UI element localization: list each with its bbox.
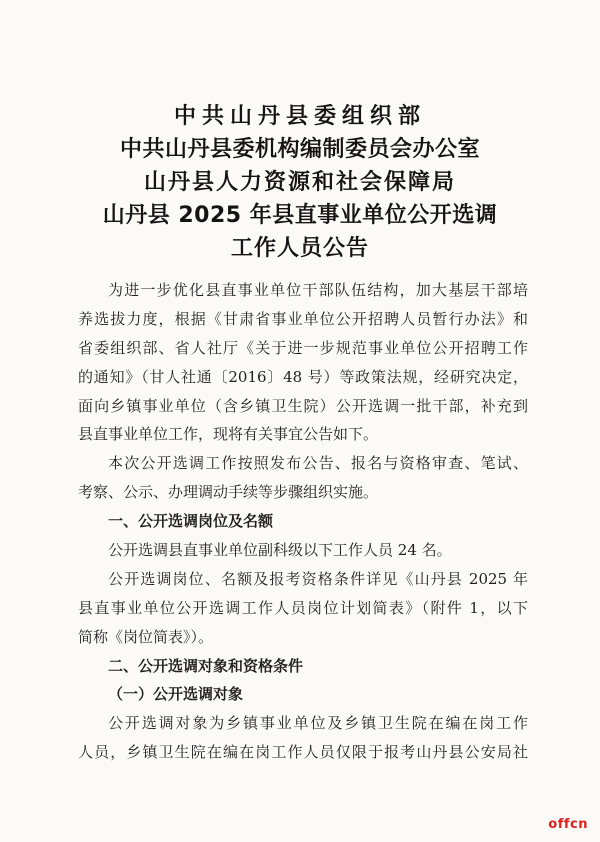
- paragraph-line: 的通知》（甘人社通〔2016〕48 号）等政策法规，经研究决定，: [78, 367, 528, 386]
- paragraph-line: 简称《岗位简表》）。: [78, 627, 214, 646]
- paragraph-line: 本次公开选调工作按照发布公告、报名与资格审查、笔试、: [108, 454, 528, 473]
- paragraph-line: 公开选调对象为乡镇事业单位及乡镇卫生院在编在岗工作: [108, 714, 528, 733]
- paragraph-line: 面向乡镇事业单位（含乡镇卫生院）公开选调一批干部，补充到: [78, 396, 528, 415]
- subsection-heading-1: （一）公开选调对象: [108, 685, 244, 704]
- title-line-5: 工作人员公告: [230, 236, 369, 261]
- paragraph-line: 公开选调县直事业单位副科级以下工作人员 24 名。: [108, 541, 452, 560]
- paragraph-line: 省委组织部、省人社厅《关于进一步规范事业单位公开招聘工作: [78, 338, 528, 357]
- paragraph-line: 公开选调岗位、名额及报考资格条件详见《山丹县 2025 年: [108, 569, 528, 588]
- paragraph-line: 县直事业单位工作，现将有关事宜公告如下。: [78, 425, 379, 444]
- paragraph-line: 养选拔力度，根据《甘肃省事业单位公开招聘人员暂行办法》和: [78, 309, 528, 328]
- announcement-title: [0, 100, 600, 265]
- title-line-4: 山丹县 2025 年县直事业单位公开选调: [102, 203, 498, 228]
- paragraph-line: 县直事业单位公开选调工作人员岗位计划简表》（附件 1，以下: [78, 598, 528, 617]
- paragraph-line: 人员，乡镇卫生院在编在岗工作人员仅限于报考山丹县公安局社: [78, 743, 528, 762]
- section-heading-2: 二、公开选调对象和资格条件: [108, 656, 304, 675]
- paragraph-line: 考察、公示、办理调动手续等步骤组织实施。: [78, 483, 379, 502]
- title-line-2: 中共山丹县委机构编制委员会办公室: [119, 137, 480, 162]
- section-heading-1: 一、公开选调岗位及名额: [108, 512, 274, 531]
- title-line-1: 中共山丹县委组织部: [173, 104, 426, 129]
- paragraph-line: 为进一步优化县直事业单位干部队伍结构，加大基层干部培: [108, 281, 528, 299]
- announcement-body: [78, 276, 528, 767]
- title-line-3: 山丹县人力资源和社会保障局: [143, 170, 456, 195]
- watermark-logo: offcn: [548, 817, 588, 832]
